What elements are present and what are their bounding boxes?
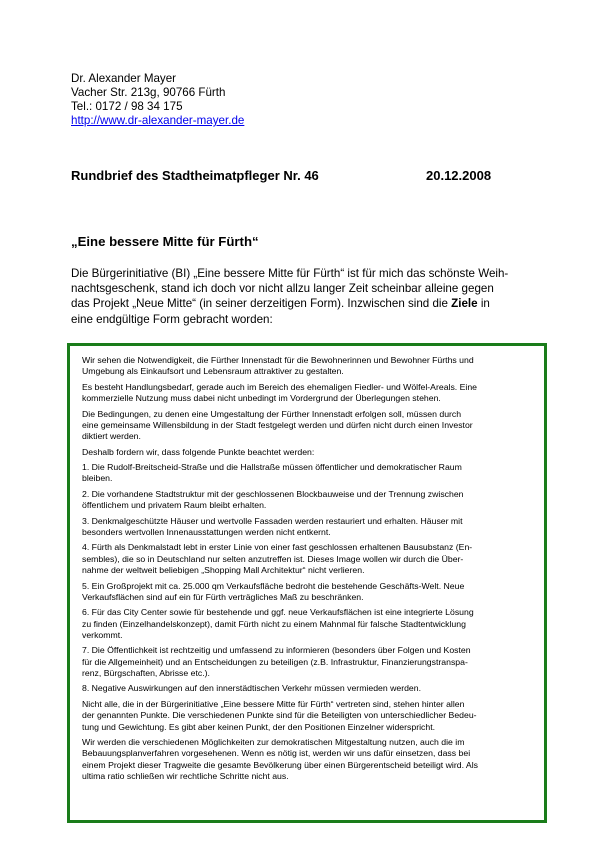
- goals-line: kommerzielle Nutzung muss dabei nicht unbedingt im Vordergrund der Überlegungen stehen.: [82, 393, 441, 404]
- goals-line: Nicht alle, die in der Bürgerinitiative „Eine bessere Mitte für Fürth“ vertreten sind, stehen hinter allen: [82, 698, 465, 709]
- goals-paragraph: [82, 699, 534, 733]
- goals-line: Wir werden die verschiedenen Möglichkeiten zur demokratischen Mitgestaltung nutzen, auch die im: [82, 737, 465, 748]
- goals-line: Verkaufsflächen sind auf ein für Fürth verträgliches Maß zu beschränken.: [82, 591, 364, 602]
- goals-line: der genannten Punkte. Die verschiedenen Punkte sind für die Beteiligten von unterschiedlicher Bedeu-: [82, 710, 477, 721]
- goals-paragraph: [82, 581, 534, 604]
- subject-heading: „Eine bessere Mitte für Fürth“: [71, 234, 259, 249]
- goals-line: renz, Bürgschaften, Abrisse etc.).: [82, 668, 210, 678]
- goals-paragraph: [82, 737, 534, 782]
- goals-paragraph: [82, 683, 534, 694]
- goals-line: 1. Die Rudolf-Breitscheid-Straße und die Hallstraße müssen öffentlicher und demokratischer Raum: [82, 462, 462, 473]
- goals-line: 8. Negative Auswirkungen auf den innerstädtischen Verkehr müssen vermieden werden.: [82, 683, 422, 694]
- goals-line: eine gemeinsame Willensbildung in der Stadt festgelegt werden und dürfen nicht durch einen Investor: [82, 419, 473, 430]
- intro-line: nachtsgeschenk, stand ich doch vor nicht allzu langer Zeit scheinbar alleine gegen: [71, 282, 494, 296]
- website-link[interactable]: http://www.dr-alexander-mayer.de: [71, 114, 245, 127]
- goals-line: Deshalb fordern wir, dass folgende Punkte beachtet werden:: [82, 446, 315, 457]
- goals-line: Es besteht Handlungsbedarf, gerade auch im Bereich des ehemaligen Fiedler- und Wölfel-Areals. Eine: [82, 381, 478, 392]
- goals-line: Wir sehen die Notwendigkeit, die Fürther Innenstadt für die Bewohnerinnen und Bewohner Fürths und: [82, 355, 474, 365]
- goals-line: Umgebung als Einkaufsort und Lebensraum attraktiver zu gestalten.: [82, 366, 344, 377]
- newsletter-title-row: [71, 168, 531, 183]
- goals-line: 4. Fürth als Denkmalstadt lebt in erster Linie von einer fast geschlossen erhaltenen Bausubstanz (En-: [82, 542, 473, 553]
- newsletter-date: 20.12.2008: [426, 168, 492, 183]
- goals-paragraph: [82, 607, 534, 641]
- goals-box: [67, 343, 547, 823]
- goals-line: besonders wertvollen Innenausstattungen werden nicht entkernt.: [82, 526, 331, 537]
- goals-paragraph: [82, 542, 534, 576]
- goals-line: ultima ratio schließen wir rechtliche Schritte nicht aus.: [82, 770, 289, 781]
- sender-address: Vacher Str. 213g, 90766 Fürth: [71, 86, 226, 99]
- intro-line: [71, 296, 541, 311]
- goals-line: 7. Die Öffentlichkeit ist rechtzeitig und umfassend zu informieren (besonders über Folgen und Kosten: [82, 645, 471, 656]
- goals-line: bleiben.: [82, 473, 113, 484]
- goals-line: 5. Ein Großprojekt mit ca. 25.000 qm Verkaufsfläche bedroht die bestehende Geschäfts-Welt. Neue: [82, 580, 465, 591]
- goals-paragraph: [82, 645, 534, 679]
- sender-header: [71, 72, 244, 128]
- sender-phone: Tel.: 0172 / 98 34 175: [71, 100, 183, 113]
- newsletter-title: Rundbrief des Stadtheimatpfleger Nr. 46: [71, 168, 319, 183]
- goals-paragraph: [82, 409, 534, 443]
- intro-text: das Projekt „Neue Mitte“ (in seiner derzeitigen Form). Inzwischen sind die: [71, 297, 452, 311]
- intro-bold-word: Ziele: [451, 297, 478, 311]
- goals-line: 6. Für das City Center sowie für bestehende und ggf. neue Verkaufsflächen ist eine integrierte Lösung: [82, 607, 474, 618]
- goals-paragraph: [82, 462, 534, 485]
- goals-line: tung und Gewichtung. Es gibt aber keinen Punkt, der den Positionen Einzelner widerspricht.: [82, 721, 436, 732]
- goals-line: öffentlichem und privatem Raum bleibt erhalten.: [82, 500, 267, 511]
- intro-paragraph: [71, 266, 541, 327]
- goals-line: einem Projekt dieser Tragweite die gesamte Bevölkerung über einen Bürgerentscheid beteiligt wird. Als: [82, 759, 478, 770]
- goals-line: verkommt.: [82, 629, 123, 640]
- goals-line: Bebauungsplanverfahren vorgesehenen. Wenn es nötig ist, werden wir uns dafür einsetzen, dass bei: [82, 748, 471, 759]
- goals-line: Die Bedingungen, zu denen eine Umgestaltung der Fürther Innenstadt erfolgen soll, müssen durch: [82, 408, 462, 419]
- goals-line: sembles), die so in Deutschland nur selten anzutreffen ist. Dieses Image wollen wir durch die Über-: [82, 553, 464, 564]
- goals-line: zu finden (Einzelhandelskonzept), damit Fürth nicht zu einem Mahnmal für falsche Stadtentwicklung: [82, 618, 466, 629]
- goals-line: für die Allgemeinheit) und an Entscheidungen zu beteiligen (z.B. Infrastruktur, Finanzierungstranspa-: [82, 656, 468, 667]
- goals-paragraph: [82, 447, 534, 458]
- intro-line: Die Bürgerinitiative (BI) „Eine bessere Mitte für Fürth“ ist für mich das schönste Weih-: [71, 267, 509, 280]
- goals-paragraph: [82, 516, 534, 539]
- goals-line: 2. Die vorhandene Stadtstruktur mit der geschlossenen Blockbauweise und der Trennung zwischen: [82, 488, 464, 499]
- intro-text: in: [477, 297, 490, 311]
- goals-line: nahme der weltweit beliebigen „Shopping Mall Architektur“ nicht verlieren.: [82, 565, 365, 576]
- sender-name: Dr. Alexander Mayer: [71, 72, 177, 85]
- goals-paragraph: [82, 355, 534, 378]
- goals-paragraph: [82, 382, 534, 405]
- goals-paragraph: [82, 489, 534, 512]
- goals-line: 3. Denkmalgeschützte Häuser und wertvolle Fassaden werden restauriert und erhalten. Häuser mit: [82, 515, 463, 526]
- goals-line: diktiert werden.: [82, 431, 141, 442]
- intro-line: eine endgültige Form gebracht worden:: [71, 312, 273, 326]
